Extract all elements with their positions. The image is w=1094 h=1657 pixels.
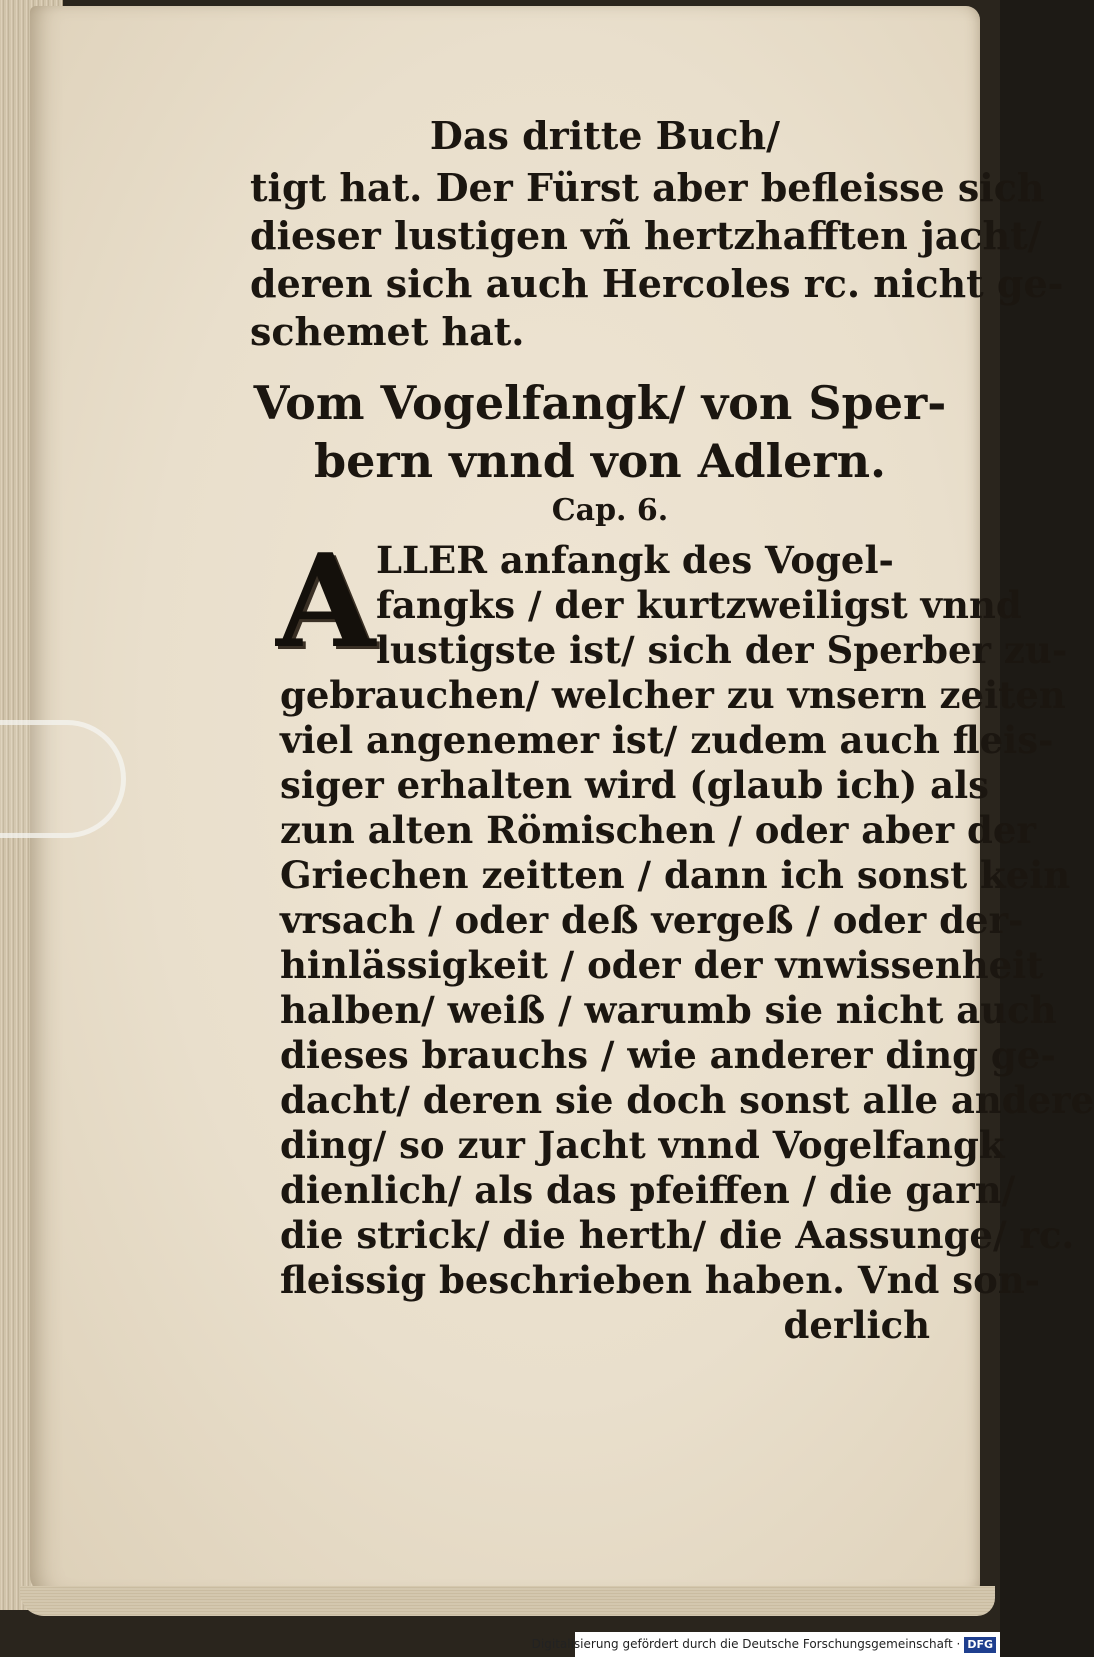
page-bottom-edges (20, 1586, 995, 1616)
body-line: vrsach / oder deß vergeß / oder der- (280, 898, 1024, 942)
body-line: die strick/ die herth/ die Aassunge/ rc. (280, 1213, 1075, 1257)
text-line-4: schemet hat. (250, 309, 525, 354)
text-line-1: tigt hat. Der Fürst aber befleisse sich (250, 165, 1045, 210)
text-line-3: deren sich auch Hercoles rc. nicht ge- (250, 261, 1064, 306)
page-text (250, 108, 1094, 1348)
chapter-number: Cap. 6. (551, 493, 669, 528)
body-line: dacht/ deren sie doch sonst alle andere (280, 1078, 1094, 1122)
decorated-initial: A (276, 527, 376, 677)
dfg-logo: DFG (964, 1637, 996, 1653)
body-line: fleissig beschrieben haben. Vnd son- (280, 1258, 1040, 1302)
body-line: gebrauchen/ welcher zu vnsern zeiten (280, 673, 1066, 717)
chapter-heading-line-2: bern vnnd von Adlern. (313, 434, 887, 488)
body-line: viel angenemer ist/ zudem auch fleis- (280, 718, 1054, 762)
chapter-heading-line-1: Vom Vogelfangk/ von Sper- (253, 376, 947, 430)
body-line: lustigste ist/ sich der Sperber zu- (376, 628, 1068, 672)
body-line: halben/ weiß / warumb sie nicht auch (280, 988, 1057, 1032)
text-line-2: dieser lustigen vñ hertzhafften jacht/ (250, 213, 1042, 258)
chapter-paragraph (276, 527, 1094, 1348)
credit-text: Digitalisierung gefördert durch die Deutsche Forschungsgemeinschaft · (531, 1637, 961, 1651)
body-line: LLER anfangk des Vogel- (376, 538, 894, 582)
digitization-credit (531, 1632, 1000, 1657)
running-head: Das dritte Buch/ (429, 113, 781, 158)
body-line: ding/ so zur Jacht vnnd Vogelfangk (280, 1123, 1005, 1167)
catchword: derlich (783, 1303, 930, 1347)
body-line: siger erhalten wird (glaub ich) als (280, 763, 989, 807)
body-line: hinlässigkeit / oder der vnwissenheit (280, 943, 1044, 987)
body-line: fangks / der kurtzweiligst vnnd (376, 583, 1022, 627)
body-line: dieses brauchs / wie anderer ding ge- (280, 1033, 1056, 1077)
book-clip (0, 720, 126, 838)
body-line: zun alten Römischen / oder aber der (280, 808, 1036, 852)
body-line: dienlich/ als das pfeiffen / die garn/ (280, 1168, 1016, 1212)
body-line: Griechen zeitten / dann ich sonst kein (280, 853, 1071, 897)
